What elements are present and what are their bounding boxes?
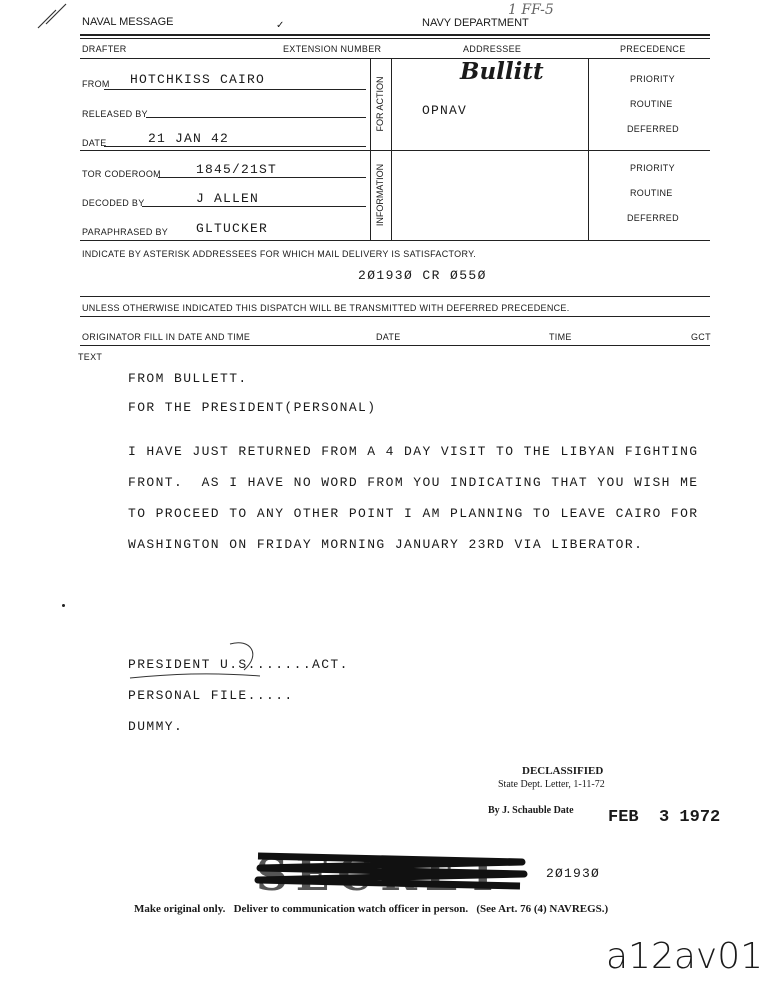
date-label: DATE xyxy=(82,138,107,148)
classification-stamp: SECRET xyxy=(256,850,508,901)
tor-value: 1845/21ST xyxy=(196,162,278,177)
paraphrased-value: GLTUCKER xyxy=(196,221,269,236)
tor-label: TOR CODEROOM xyxy=(82,169,161,179)
text-label: TEXT xyxy=(78,352,103,362)
dist-president: PRESIDENT U.S.......ACT. xyxy=(128,657,349,672)
body-para-line3: TO PROCEED TO ANY OTHER POINT I AM PLANNING TO LEAVE CAIRO FOR xyxy=(128,506,699,521)
from-label: FROM xyxy=(82,79,110,89)
col-precedence: PRECEDENCE xyxy=(620,44,686,54)
information-label: INFORMATION xyxy=(375,163,385,227)
declass-date: FEB 3 1972 xyxy=(608,808,721,827)
date-line xyxy=(104,146,366,147)
released-line xyxy=(146,117,366,118)
rule-mid xyxy=(80,150,710,151)
action-deferred: DEFERRED xyxy=(627,124,679,134)
declass-title: DECLASSIFIED xyxy=(522,765,604,777)
info-priority: PRIORITY xyxy=(630,163,675,173)
decoded-label: DECODED BY xyxy=(82,198,145,208)
col-drafter: DRAFTER xyxy=(82,44,127,54)
action-addressee: OPNAV xyxy=(422,103,468,118)
body-para-line2: FRONT. AS I HAVE NO WORD FROM YOU INDICATING THAT YOU WISH ME xyxy=(128,475,699,490)
originator-label: ORIGINATOR FILL IN DATE AND TIME xyxy=(82,332,251,342)
dist-dummy: DUMMY. xyxy=(128,719,184,734)
action-routine: ROUTINE xyxy=(630,99,673,109)
dtg-group: 2Ø193Ø CR Ø55Ø xyxy=(358,268,487,283)
col-addressees: ADDRESSEE xyxy=(463,44,522,54)
info-deferred: DEFERRED xyxy=(627,213,679,223)
asterisk-note: INDICATE BY ASTERISK ADDRESSEES FOR WHICH MAIL DELIVERY IS SATISFACTORY. xyxy=(82,249,477,259)
footer-dtg: 2Ø193Ø xyxy=(546,866,601,881)
grid-v1 xyxy=(370,58,371,240)
body-from: FROM BULLETT. xyxy=(128,371,248,386)
tick-mark: ✓ xyxy=(276,20,285,31)
tor-line xyxy=(158,177,366,178)
addressee-signature: Bullitt xyxy=(460,58,544,85)
corner-scratch xyxy=(36,0,80,30)
date-value: 21 JAN 42 xyxy=(148,131,230,146)
action-priority: PRIORITY xyxy=(630,74,675,84)
filing-mark: a12av01 xyxy=(606,936,764,977)
info-routine: ROUTINE xyxy=(630,188,673,198)
rule-top xyxy=(80,34,710,36)
dist-personal-file: PERSONAL FILE..... xyxy=(128,688,294,703)
body-para-line4: WASHINGTON ON FRIDAY MORNING JANUARY 23RD VIA LIBERATOR. xyxy=(128,537,644,552)
paraphrased-label: PARAPHRASED BY xyxy=(82,227,169,237)
grid-v2 xyxy=(391,58,392,240)
declass-by: By J. Schauble Date xyxy=(488,805,574,816)
rule-top-2 xyxy=(80,38,710,39)
footer-note: Make original only. Deliver to communication watch officer in person. (See Art. 76 (4) NAVREGS.) xyxy=(134,903,609,915)
body-para-line1: I HAVE JUST RETURNED FROM A 4 DAY VISIT TO THE LIBYAN FIGHTING xyxy=(128,444,699,459)
decoded-value: J ALLEN xyxy=(196,191,260,206)
speck xyxy=(62,604,65,607)
for-action-label: FOR ACTION xyxy=(375,76,385,132)
grid-v3 xyxy=(588,58,589,240)
rule-originator xyxy=(80,345,710,346)
from-line xyxy=(104,89,366,90)
message-type: NAVAL MESSAGE xyxy=(82,16,174,28)
header-scribble: 1 FF-5 xyxy=(508,2,554,18)
originator-date: DATE xyxy=(376,332,401,342)
redaction-scribble xyxy=(254,848,528,892)
department-title: NAVY DEPARTMENT xyxy=(422,17,529,29)
col-extension: EXTENSION NUMBER xyxy=(283,44,382,54)
rule-under-columns xyxy=(80,58,710,59)
originator-time: TIME xyxy=(549,332,572,342)
decoded-line xyxy=(142,206,366,207)
rule-deferred xyxy=(80,316,710,317)
rule-info-bottom xyxy=(80,240,710,241)
originator-gct: GCT xyxy=(691,332,711,342)
from-value: HOTCHKISS CAIRO xyxy=(130,72,266,87)
deferred-note: UNLESS OTHERWISE INDICATED THIS DISPATCH WILL BE TRANSMITTED WITH DEFERRED PRECEDENCE. xyxy=(82,303,570,313)
released-label: RELEASED BY xyxy=(82,109,148,119)
rule-dtg xyxy=(80,296,710,297)
body-for: FOR THE PRESIDENT(PERSONAL) xyxy=(128,400,377,415)
declass-authority: State Dept. Letter, 1-11-72 xyxy=(498,779,605,790)
